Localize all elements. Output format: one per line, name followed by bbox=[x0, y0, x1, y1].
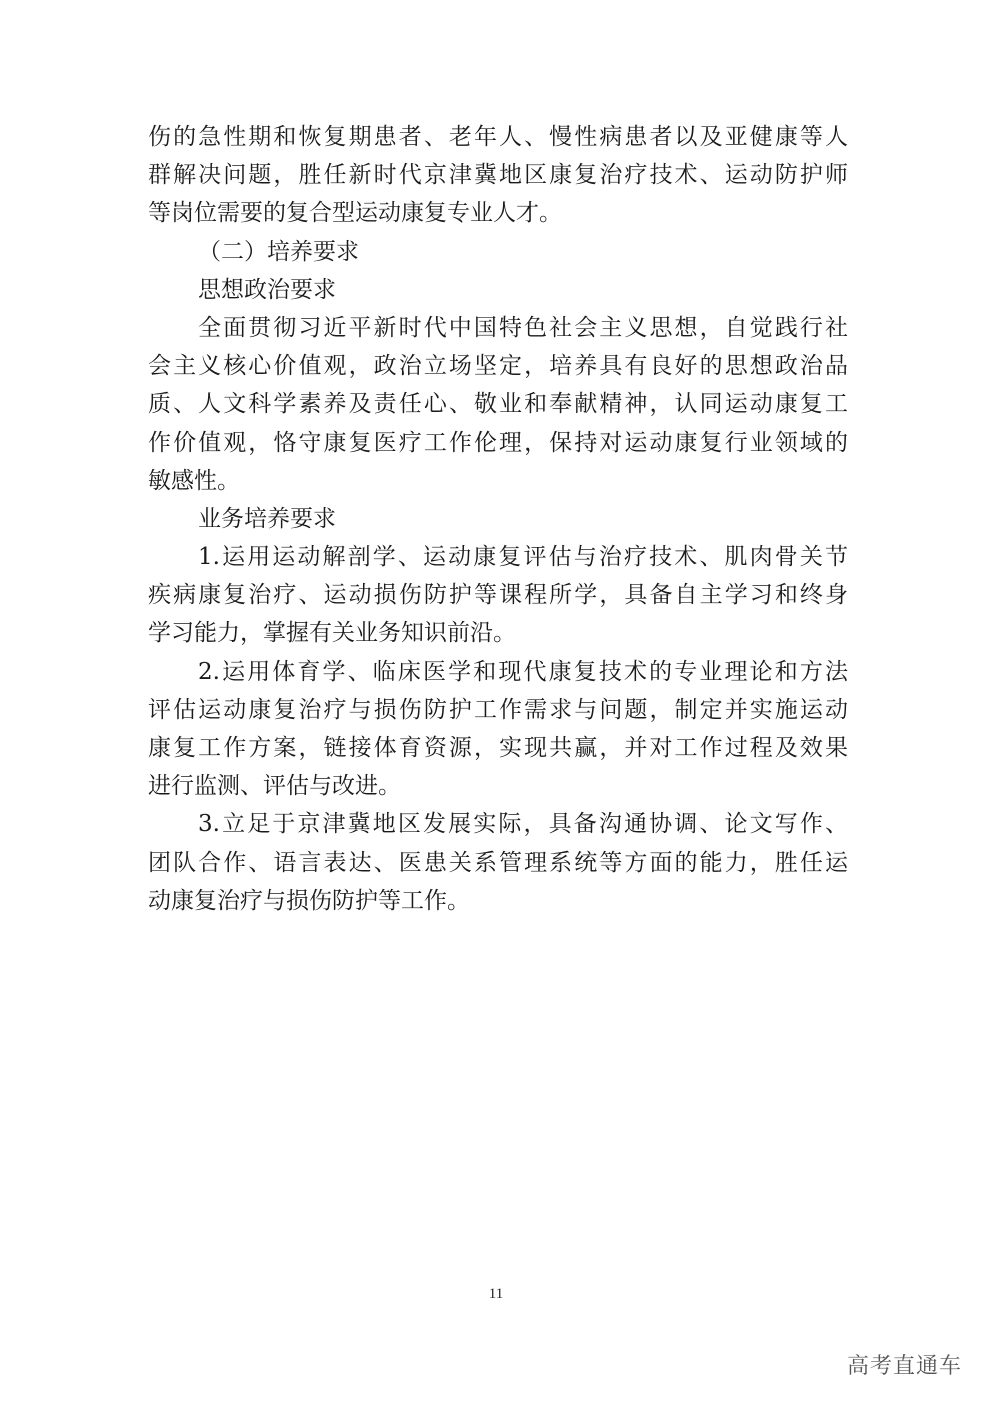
watermark: 高考直通车 bbox=[846, 1354, 962, 1379]
subsection-heading: 业务培养要求 bbox=[198, 505, 336, 532]
list-item-line: 1.运用运动解剖学、运动康复评估与治疗技术、肌肉骨关节 bbox=[198, 544, 848, 571]
text-line: 作价值观，恪守康复医疗工作伦理，保持对运动康复行业领域的 bbox=[148, 429, 848, 456]
text-line: 动康复治疗与损伤防护等工作。 bbox=[148, 887, 470, 914]
text-line: 等岗位需要的复合型运动康复专业人才。 bbox=[148, 200, 562, 227]
text-line: 团队合作、语言表达、医患关系管理系统等方面的能力，胜任运 bbox=[148, 849, 848, 876]
text-line: 会主义核心价值观，政治立场坚定，培养具有良好的思想政治品 bbox=[148, 353, 848, 380]
text-line: 质、人文科学素养及责任心、敬业和奉献精神，认同运动康复工 bbox=[148, 391, 848, 418]
text-line: 敏感性。 bbox=[148, 467, 240, 494]
list-item-line: 2.运用体育学、临床医学和现代康复技术的专业理论和方法 bbox=[198, 658, 848, 685]
text-line: 群解决问题，胜任新时代京津冀地区康复治疗技术、运动防护师 bbox=[148, 162, 848, 189]
subsection-heading: 思想政治要求 bbox=[198, 276, 336, 303]
text-line: 学习能力，掌握有关业务知识前沿。 bbox=[148, 620, 516, 647]
text-line: 评估运动康复治疗与损伤防护工作需求与问题，制定并实施运动 bbox=[148, 696, 848, 723]
body-text bbox=[148, 118, 848, 920]
text-line: 进行监测、评估与改进。 bbox=[148, 773, 401, 800]
list-item-line: 3.立足于京津冀地区发展实际，具备沟通协调、论文写作、 bbox=[198, 811, 848, 838]
text-line: 疾病康复治疗、运动损伤防护等课程所学，具备自主学习和终身 bbox=[148, 582, 848, 609]
page-number: 11 bbox=[488, 1286, 504, 1302]
text-line: 伤的急性期和恢复期患者、老年人、慢性病患者以及亚健康等人 bbox=[148, 124, 848, 150]
text-line: 康复工作方案，链接体育资源，实现共赢，并对工作过程及效果 bbox=[148, 735, 848, 761]
text-line: 全面贯彻习近平新时代中国特色社会主义思想，自觉践行社 bbox=[198, 314, 848, 341]
section-heading: （二）培养要求 bbox=[198, 238, 359, 265]
